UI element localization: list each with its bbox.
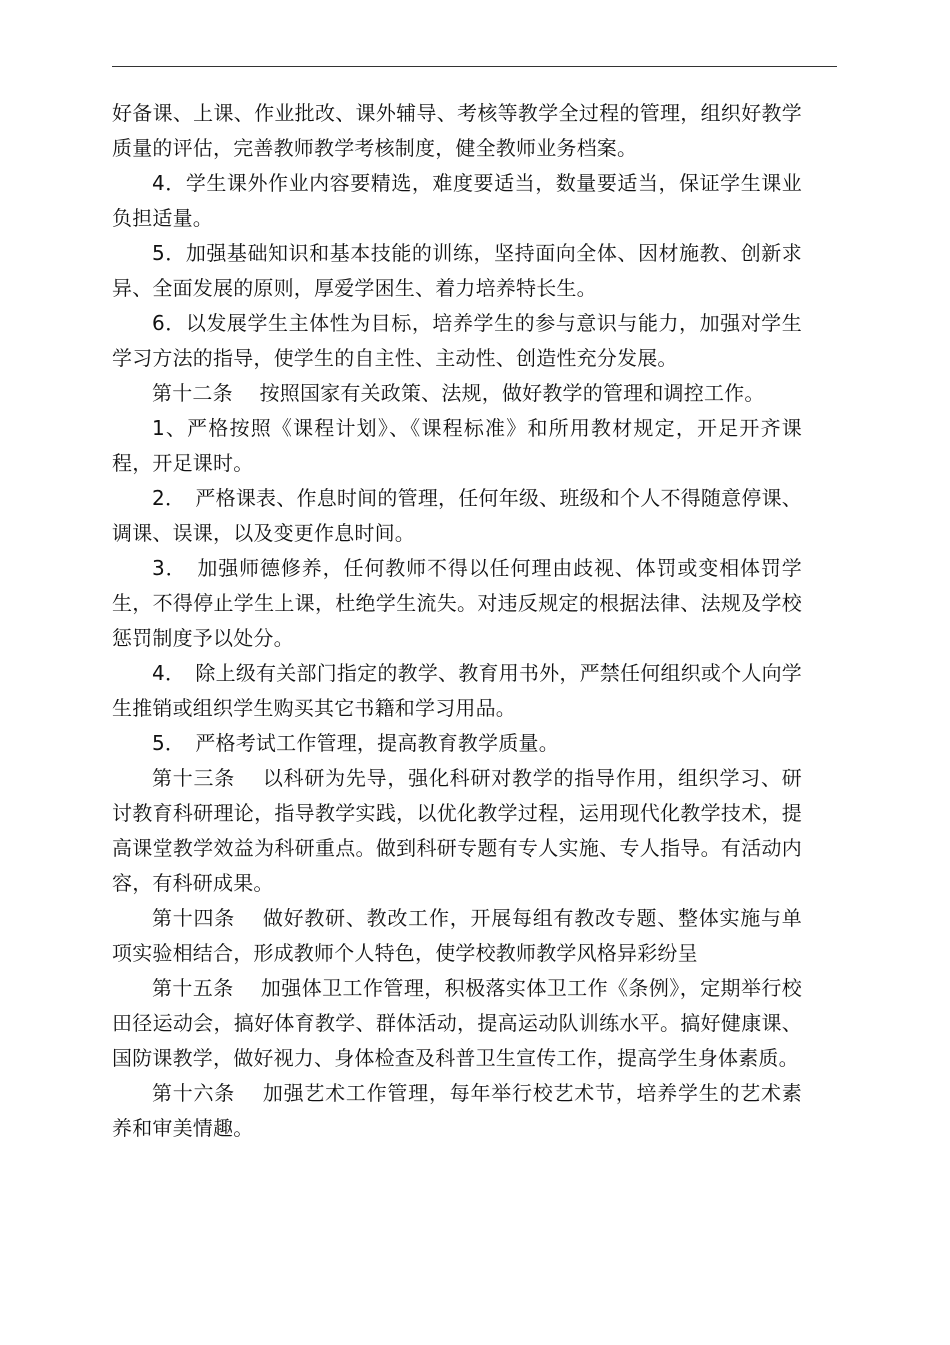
paragraph-article-12-item-5: 5． 严格考试工作管理，提高教育教学质量。 <box>152 731 559 755</box>
paragraph-article-16: 第十六条 加强艺术工作管理，每年举行校艺术节，培养学生的艺术素养和审美情趣。 <box>112 1081 802 1140</box>
paragraph-item-4-homework: 4．学生课外作业内容要精选，难度要适当，数量要适当，保证学生课业负担适量。 <box>112 171 802 230</box>
document-body <box>112 96 802 1146</box>
paragraph-article-14: 第十四条 做好教研、教改工作，开展每组有教改专题、整体实施与单项实验相结合，形成教师个人特色，使学校教师教学风格异彩纷呈 <box>112 906 802 965</box>
header-rule <box>112 66 837 67</box>
paragraph-article-12: 第十二条 按照国家有关政策、法规，做好教学的管理和调控工作。 <box>152 381 765 405</box>
paragraph-article-15: 第十五条 加强体卫工作管理，积极落实体卫工作《条例》，定期举行校田径运动会，搞好体育教学、群体活动，提高运动队训练水平。搞好健康课、国防课教学，做好视力、身体检查及科普卫生宣传工作，提高学生身体素质。 <box>112 976 802 1070</box>
paragraph-article-12-item-4: 4． 除上级有关部门指定的教学、教育用书外，严禁任何组织或个人向学生推销或组织学生购买其它书籍和学习用品。 <box>112 661 802 720</box>
paragraph-article-12-item-3: 3． 加强师德修养，任何教师不得以任何理由歧视、体罚或变相体罚学生，不得停止学生上课，杜绝学生流失。对违反规定的根据法律、法规及学校惩罚制度予以处分。 <box>112 556 802 650</box>
paragraph-item-5-basic-skills: 5．加强基础知识和基本技能的训练，坚持面向全体、因材施教、创新求异、全面发展的原则，厚爱学困生、着力培养特长生。 <box>112 241 802 300</box>
paragraph-article-13: 第十三条 以科研为先导，强化科研对教学的指导作用，组织学习、研讨教育科研理论，指导教学实践，以优化教学过程，运用现代化教学技术，提高课堂教学效益为科研重点。做到科研专题有专人实施、专人指导。有活动内容，有科研成果。 <box>112 766 802 895</box>
paragraph-item-6-student-subjectivity: 6．以发展学生主体性为目标，培养学生的参与意识与能力，加强对学生学习方法的指导，使学生的自主性、主动性、创造性充分发展。 <box>112 311 802 370</box>
paragraph-article-12-item-2: 2． 严格课表、作息时间的管理，任何年级、班级和个人不得随意停课、调课、误课，以及变更作息时间。 <box>112 486 802 545</box>
paragraph-continued: 好备课、上课、作业批改、课外辅导、考核等教学全过程的管理，组织好教学质量的评估，完善教师教学考核制度，健全教师业务档案。 <box>112 101 802 160</box>
paragraph-article-12-item-1: 1、严格按照《课程计划》、《课程标准》和所用教材规定，开足开齐课程，开足课时。 <box>112 416 802 475</box>
